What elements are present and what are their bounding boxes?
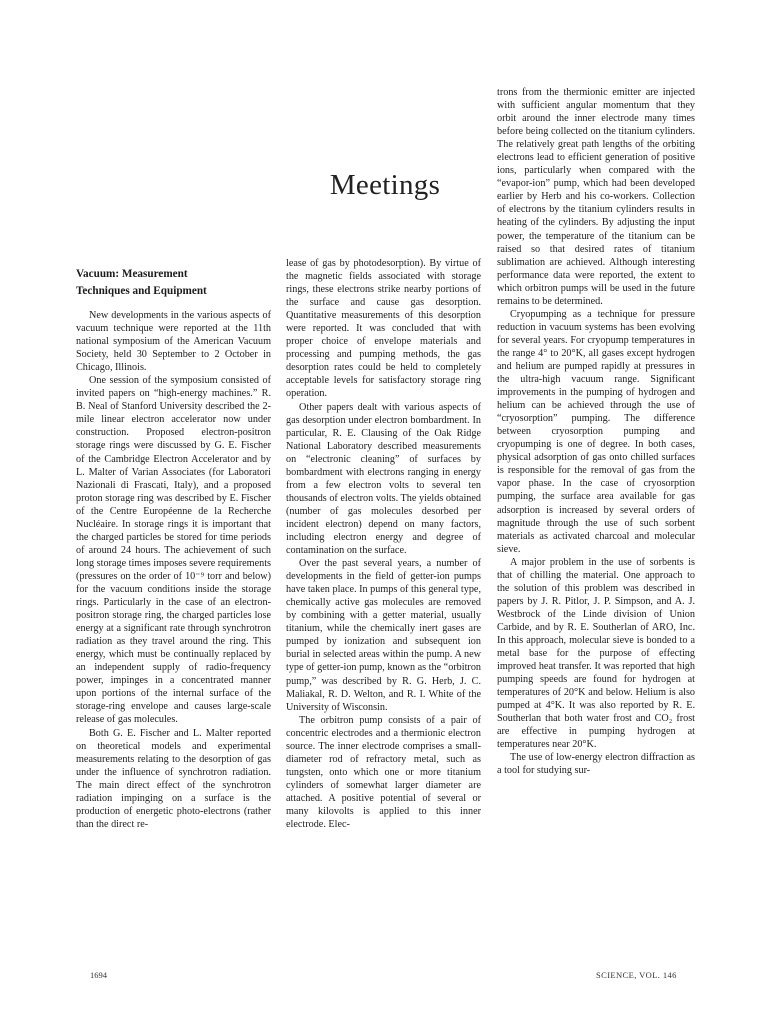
paragraph: Both G. E. Fischer and L. Malter reported on theoretical models and experimental measurements relating to the desorption of gas under the influence of synchrotron radiation. The main direct effect of the synchrotron radiation impinging on a surface is the production of energetic photo-electrons (rather than the direct re-: [76, 727, 271, 830]
paragraph: The orbitron pump consists of a pair of concentric electrodes and a thermionic electron source. The inner electrode comprises a small-diameter rod of refractory metal, such as tungsten, onto which one or more titanium cylinders of somewhat larger diameter are attached. A positive potential of several or many kilovolts is applied to this inner electrode. Elec-: [286, 714, 481, 831]
paragraph: Cryopumping as a technique for pressure reduction in vacuum systems has been evolving for several years. For cryopump temperatures in the range 4° to 20°K, all gases except hydrogen and helium are pumped rapidly at pressures in the ultra-high vacuum range. Significant improvements in the pumping of hydrogen and helium can be achieved through the use of “cryosorption” pumping. The difference between cryosorption pumping and cryopumping is one of degree. In both cases, physical adsorption of gas onto chilled surfaces is responsible for the removal of gas from the vapor phase. In the case of cryosorption pumping, the surface area available for gas adsorption is increased by several orders of magnitude through the use of such sorbent materials as activated charcoal and molecular sieve.: [497, 308, 695, 555]
running-title: SCIENCE, VOL. 146: [596, 970, 677, 980]
section-heading-line-1: Vacuum: Measurement: [76, 268, 188, 280]
paragraph-continued: lease of gas by photodesorption). By virtue of the magnetic fields associated with storage rings, these electrons strike nearby portions of the surface and cause gas desorption. Quantitative measurements of this desorption were reported. It was concluded that with proper choice of envelope materials and processing and pumping methods, the gas desorption rates could be held to completely acceptable levels for satisfactory storage ring operation.: [286, 258, 481, 400]
text-column-3: [497, 86, 695, 777]
paragraph: A major problem in the use of sorbents is that of chilling the material. One approach to the solution of this problem was described in papers by J. R. Pitlor, J. P. Simpson, and A. J. Westbrock of the Linde division of Union Carbide, and by R. E. Southerlan of ARO, Inc. In this approach, molecular sieve is bonded to a metal base for the purpose of effecting improved heat transfer. It was reported that high pumping speeds are found for hydrogen at temperatures of 20°K and below. Helium is also pumped at 4°K. It was also reported by R. E. Southerlan that both water frost and CO₂ frost are effective in pumping hydrogen at temperatures near 20°K.: [497, 556, 695, 751]
section-heading-line-2: Techniques and Equipment: [76, 285, 207, 297]
paragraph: One session of the symposium consisted of invited papers on “high-energy machines.” R. B. Neal of Stanford University described the 2-mile linear electron accelerator now under construction. Proposed electron-positron storage rings were discussed by G. E. Fischer of the Cambridge Electron Accelerator and by L. Malter of Varian Associates (for Laboratori Nazionali di Frascati, Italy), and a proposed proton storage ring was described by E. Fischer of the Centre Européenne de la Recherche Nucléaire. In storage rings it is important that the charged particles be stored for time periods of around 24 hours. The achievement of such long storage times imposes severe requirements (pressures on the order of 10⁻⁹ torr and below) for the vacuum conditions inside the storage rings. Particularly in the case of an electron-positron storage ring, the charged particles lose energy at a significant rate through synchrotron radiation as they travel around the ring. This energy, which must be continually replaced by an independent supply of radio-frequency power, impinges in a concentrated manner upon portions of the internal surface of the storage-ring envelope and causes large-scale release of gas molecules.: [76, 375, 271, 726]
section-heading: [76, 266, 271, 300]
paragraph: New developments in the various aspects of vacuum technique were reported at the 11th national symposium of the American Vacuum Society, held 30 September to 2 October in Chicago, Illinois.: [76, 310, 271, 374]
paragraph: The use of low-energy electron diffraction as a tool for studying sur-: [497, 752, 695, 777]
paragraph: Other papers dealt with various aspects of gas desorption under electron bombardment. In particular, R. E. Clausing of the Oak Ridge National Laboratory described measurements on “electronic cleaning” of surfaces by bombardment with electrons ranging in energy from a few electron volts to several ten thousands of electron volts. The yields obtained (number of gas molecules desorbed per incident electron) depend on many factors, including electron energy and degree of contamination on the surface.: [286, 401, 481, 557]
paragraph: Over the past several years, a number of developments in the field of getter-ion pumps have taken place. In pumps of this general type, chemically active gas molecules are removed by combining with a getter material, usually titanium, while the chemically inert gases are pumped by ionization and subsequent ion burial in selected areas within the pump. A new type of getter-ion pump, known as the “orbitron pump,” was described by R. G. Herb, J. C. Maliakal, R. D. Welton, and R. I. White of the University of Wisconsin.: [286, 558, 482, 713]
text-column-1: [76, 266, 271, 831]
paragraph-continued: trons from the thermionic emitter are injected with sufficient angular momentum that they orbit around the inner electrode many times before being collected on the titanium cylinders. The relatively great path lengths of the orbiting electrons lead to efficient generation of positive ions, particularly when compared with the “evapor-ion” pump, which had been developed earlier by Herb and his co-workers. Collection of electrons by the titanium cylinders results in heating of the cylinders. By adjusting the input power, the temperature of the titanium can be raised so that desired rates of titanium sublimation are achieved. Although interesting performance data were reported, the extent to which orbitron pumps will be used in the future remains to be determined.: [497, 87, 695, 307]
page-title: Meetings: [329, 169, 441, 201]
text-column-2: [286, 257, 481, 831]
page-number: 1694: [90, 970, 107, 980]
